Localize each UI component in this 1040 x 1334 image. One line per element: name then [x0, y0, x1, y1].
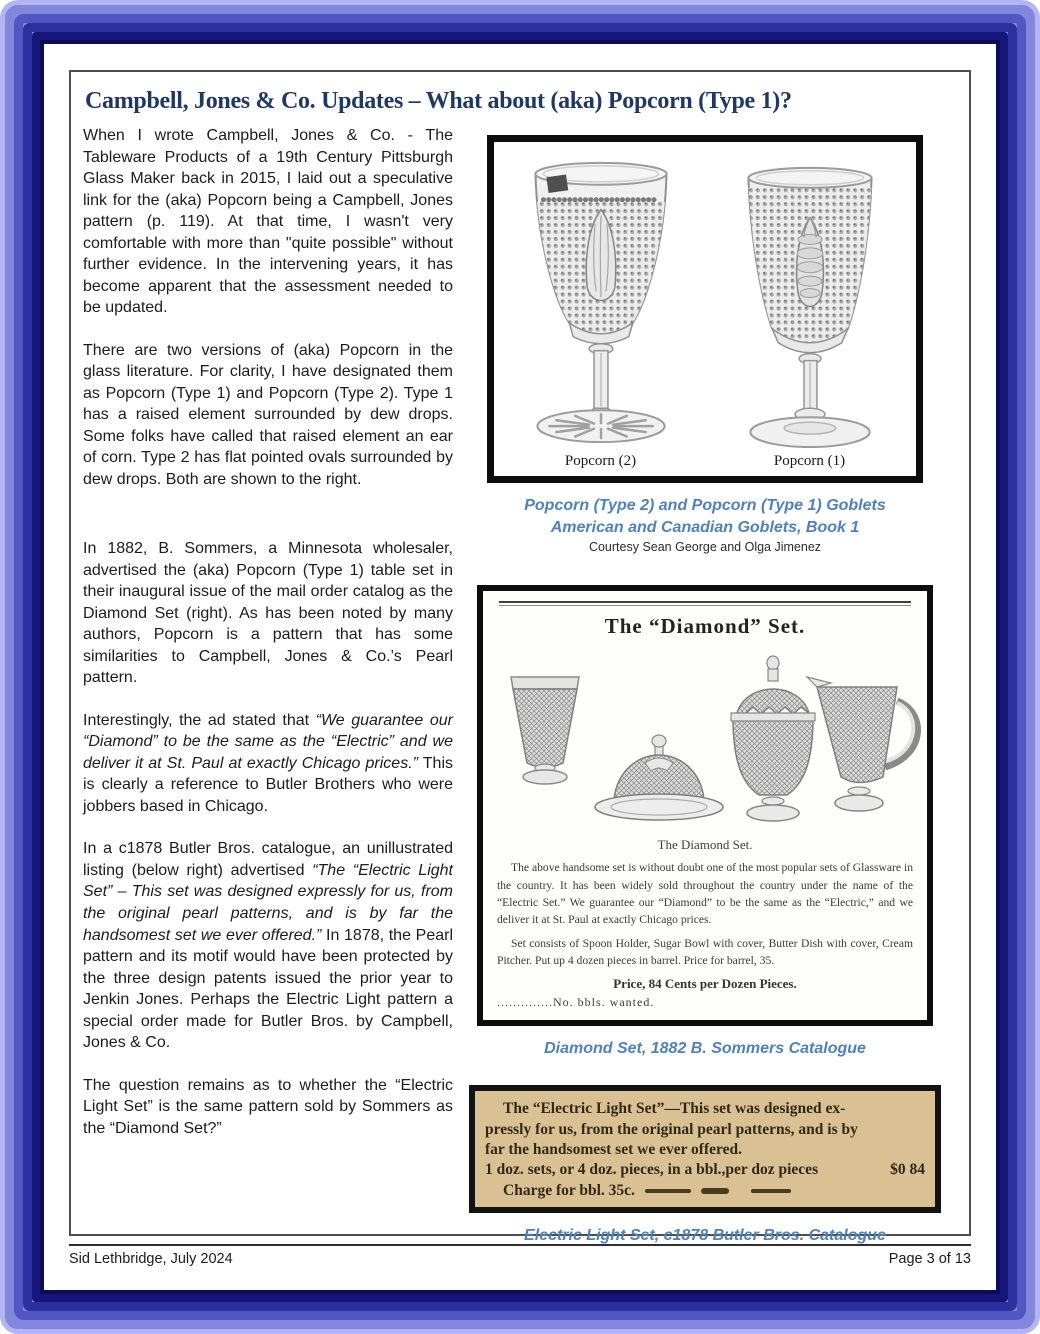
diamond-note-line: ..............No. bbls. wanted.: [497, 994, 655, 1009]
electric-caption: Electric Light Set, c1878 Butler Bros. Catalogue: [524, 1227, 886, 1245]
footer-author: Sid Lethbridge, July 2024: [69, 1251, 233, 1267]
spoon-holder-image: [499, 671, 591, 789]
goblets-figure: [487, 135, 923, 483]
body-paragraph: When I wrote Campbell, Jones & Co. - The Tableware Products of a 19th Century Pittsburgh Glass Maker back in 2015, I laid out a speculative link for the (aka) Popcorn being a Campbell, Jones pattern (p. 119). At that time, I wasn't very comfortable with more than "quite possible" without further evidence. In the intervening years, it has become apparent that the assessment needed to be updated.: [83, 127, 453, 317]
goblets-caption: Popcorn (Type 2) and Popcorn (Type 1) Goblets American and Canadian Goblets, Book 1 Courtesy Sean George and Olga Jimenez: [524, 497, 886, 555]
body-paragraph: The question remains as to whether the “Electric Light Set” is the same pattern sold by Sommers as the “Diamond Set?”: [83, 1076, 453, 1137]
figures-column: [453, 125, 957, 1247]
diamond-price-line: Price, 84 Cents per Dozen Pieces.: [613, 975, 797, 991]
goblet-sticker: [546, 175, 568, 194]
content-box: [69, 70, 971, 1245]
ad-top-rule: [499, 601, 911, 606]
footer-page-number: Page 3 of 13: [888, 1251, 971, 1267]
document-page: [44, 44, 996, 1290]
diamond-ad-paragraph: The above handsome set is without doubt one of the most popular sets of Glassware in the country. It has been widely sold throughout the country under the name of the “Electric Set.” We guarantee our “Diamond” to be the same as the “Electric,” and we deliver it at St. Paul at exactly Chicago prices.: [497, 861, 913, 927]
butter-dish-image: [589, 723, 729, 835]
diamond-ad-body: [497, 859, 913, 969]
diamond-ad-header: The “Diamond” Set.: [604, 614, 806, 639]
goblet-type1-figure: [712, 152, 908, 474]
diamond-ad-engraving: [497, 643, 913, 835]
diamond-ad-paragraph: Set consists of Spoon Holder, Sugar Bowl with cover, Butter Dish with cover, Cream Pitcher. Put up 4 dozen pieces in barrel. Price for barrel, 35.: [497, 936, 913, 968]
diamond-caption: Diamond Set, 1882 B. Sommers Catalogue: [544, 1039, 866, 1057]
electric-light-clipping: The “Electric Light Set”—This set was designed ex- pressly for us, from the original pearl patterns, and is by far the handsomest set we ever offered. 1 doz. sets, or 4 doz. pieces, in a bbl.,per doz pieces $0 84 Charge for bbl. 35c.: [469, 1085, 941, 1213]
article-paragraphs: [83, 125, 453, 1247]
page-footer: [69, 1244, 971, 1267]
goblet-type2-label: Popcorn (2): [564, 453, 637, 469]
body-paragraph: There are two versions of (aka) Popcorn in the glass literature. For clarity, I have designated them as Popcorn (Type 1) and Popcorn (Type 2). Type 1 has a raised element surrounded by dew drops. Some folks have called that raised element an ear of corn. Type 2 has flat pointed ovals surrounded by dew drops. Both are shown to the right.: [83, 341, 453, 488]
clipping-price: $0 84: [890, 1161, 925, 1179]
goblets-credit: Courtesy Sean George and Olga Jimenez: [588, 540, 822, 555]
two-column-layout: [83, 125, 957, 1247]
goblet-type1-label: Popcorn (1): [773, 453, 846, 469]
ink-smudge: [701, 1188, 729, 1194]
ink-smudge: [751, 1189, 791, 1193]
goblet-type2-figure: [503, 152, 699, 474]
body-paragraph: Interestingly, the ad stated that “We guarantee our “Diamond” to be the same as the “Electric” and we deliver it at St. Paul at exactly Chicago prices.” This is clearly a reference to Butler Brothers who were jobbers based in Chicago.: [83, 711, 454, 815]
cream-pitcher-image: [801, 673, 927, 825]
body-paragraph: In 1882, B. Sommers, a Minnesota wholesaler, advertised the (aka) Popcorn (Type 1) table set in their inaugural issue of the mail order catalog as the Diamond Set (right). As has been noted by many authors, Popcorn is a pattern that has some similarities to Campbell, Jones & Co.’s Pearl pattern.: [83, 540, 453, 687]
diamond-ad-figure: [477, 585, 933, 1025]
goblet-type2-image: [503, 152, 699, 452]
diamond-image-caption: The Diamond Set.: [657, 837, 753, 853]
goblet-type1-image: [712, 152, 908, 452]
page-title: Campbell, Jones & Co. Updates – What about (aka) Popcorn (Type 1)?: [85, 88, 792, 114]
body-paragraph: In a c1878 Butler Bros. catalogue, an unillustrated listing (below right) advertised “The “Electric Light Set” – This set was designed expressly for us, from the original pearl patterns, and is by far the handsomest set we ever offered.” In 1878, the Pearl pattern and its motif would have been protected by the three design patents issued the prior year to Jenkin Jones. Perhaps the Electric Light pattern a special order made for Butler Bros. by Campbell, Jones & Co.: [83, 840, 453, 1052]
ink-smudge: [645, 1189, 691, 1193]
